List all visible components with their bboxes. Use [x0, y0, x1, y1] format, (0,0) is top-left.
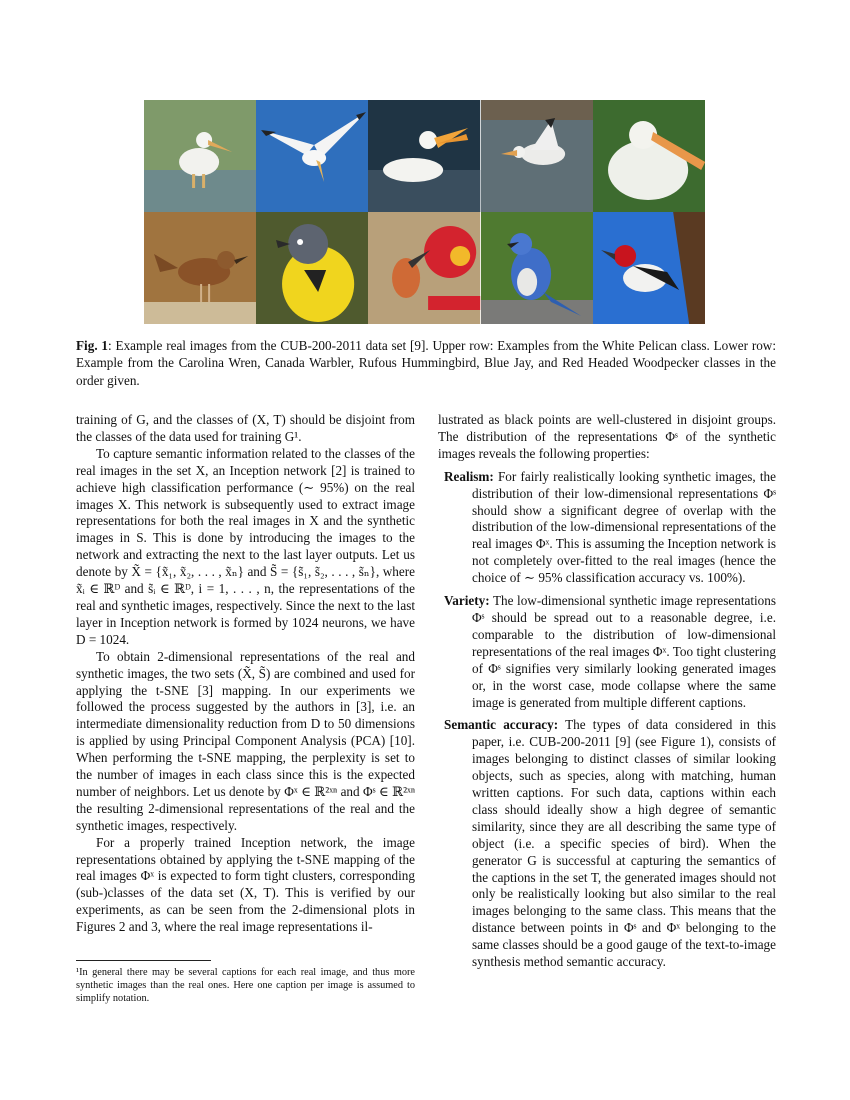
white-pelican-image-3: [368, 100, 480, 212]
footnote-divider: [76, 960, 211, 961]
variety-text: The low-dimensional synthetic image representations Φˢ should be spread out to a reasonable degree, i.e. comparable to the distribution of low-dimensional representations of the real images Φˣ. Too tight clustering of Φˢ signifies very similarly looking generated images or, in the worst case, mode collapse where the same image is generated from multiple different captions.: [472, 593, 776, 710]
left-paragraph-4: For a properly trained Inception network, the image representations obtained by applying the t-SNE mapping of the real images Φˣ is expected to form tight clusters, corresponding (sub-)classes of the data set (X, T). This is verified by our experiments, as can be seen from the 2-dimensional plots in Figures 2 and 3, where the real image representations il-: [76, 834, 415, 935]
right-column: [438, 412, 776, 971]
semantic-accuracy-text: The types of data considered in this paper, i.e. CUB-200-2011 [9] (see Figure 1), consists of images belonging to distinct classes of similar looking objects, such as species, along with matching, human written captions. For such data, captions within each class should ideally show a high degree of semantic similarity, since they are all describing the same type of object (i.e. a specific species of bird). When the generator G is successful at capturing the semantics of the captions in the set T, the generated images should not only be realistically looking but also similar to the real images belonging to the same class. This means that the distance between points in Φˢ and Φˣ belonging to the same classes should be a good gauge of the text-to-image synthesis method semantic accuracy.: [472, 717, 777, 970]
semantic-accuracy-heading: Semantic accuracy:: [444, 717, 559, 733]
bird-image-grid: [144, 100, 705, 324]
footnote: ¹In general there may be several captions for each real image, and thus more synthetic images than the real ones. Here one caption per image is assumed to simplify notation.: [76, 967, 415, 1004]
variety-heading: Variety:: [444, 593, 490, 609]
semantic-accuracy-property: [438, 717, 776, 971]
left-paragraph-1: training of G, and the classes of (X, T) should be disjoint from the classes of the data used for training G¹.: [76, 412, 415, 444]
realism-property: [438, 469, 776, 587]
red-headed-woodpecker-image: [593, 212, 705, 324]
right-intro-paragraph: lustrated as black points are well-clustered in disjoint groups. The distribution of the representations Φˢ of the synthetic images reveals the following properties:: [438, 412, 776, 461]
canada-warbler-image: [256, 212, 368, 324]
realism-heading: Realism:: [444, 468, 494, 484]
left-paragraph-2: To capture semantic information related to the classes of the real images in the set X, an Inception network [2] is trained to achieve high classification performance (∼ 95%) on the real images X. This network is subsequently used to extract image representations for both the real images in X and the synthetic images in S. This is done by introducing the images to the network and extracting the next to the last layer outputs. Let us denote by X̃ = {x̃₁, x̃₂, . . . , x̃ₙ} and S̃ = {s̃₁, s̃₂, . . . , s̃ₙ}, where x̃ᵢ ∈ ℝᴰ and s̃ᵢ ∈ ℝᴰ, i = 1, . . . , n, the representations of the real and synthetic images, respectively. Since the next to the last layer in Inception network is formed by 1024 neurons, we have D = 1024.: [76, 445, 415, 647]
variety-property: [438, 593, 776, 711]
realism-text: For fairly realistically looking synthetic images, the distribution of their low-dimensional representations Φˢ should show a significant degree of overlap with the distribution of the low-dimensional representations of the real images Φˣ. This is assuming the Inception network is not completely over-fitted to the real images (hence the choice of ∼ 95% classification accuracy vs. 100%).: [472, 468, 776, 586]
figure-label: Fig. 1: [76, 338, 109, 353]
white-pelican-image-5: [593, 100, 705, 212]
blue-jay-image: [481, 212, 593, 324]
left-column: [76, 412, 415, 936]
white-pelican-image-2: [256, 100, 368, 212]
white-pelican-image-1: [144, 100, 256, 212]
rufous-hummingbird-image: [368, 212, 480, 324]
figure-caption: [76, 337, 776, 389]
figure-caption-text: : Example real images from the CUB-200-2011 data set [9]. Upper row: Examples from the White Pelican class. Lower row: Example from the Carolina Wren, Canada Warbler, Rufous Hummingbird, Blue Jay, and Red Headed Woodpecker classes in the order given.: [76, 338, 776, 388]
left-paragraph-3: To obtain 2-dimensional representations of the real and synthetic images, the two sets (X̃, S̃) are combined and used for applying the t-SNE [3] mapping. In our experiments we followed the process suggested by the authors in [3], i.e. an intermediate dimensionality reduction from D to 50 dimensions is applied by using Principal Component Analysis (PCA) [10]. When performing the t-SNE mapping, the perplexity is set to the number of images in each class since this is the expected number of neighbors. Let us denote by Φˣ ∈ ℝ²ˣⁿ and Φˢ ∈ ℝ²ˣⁿ the resulting 2-dimensional representations of the real and the synthetic images, respectively.: [76, 648, 415, 833]
carolina-wren-image: [144, 212, 256, 324]
white-pelican-image-4: [481, 100, 593, 212]
